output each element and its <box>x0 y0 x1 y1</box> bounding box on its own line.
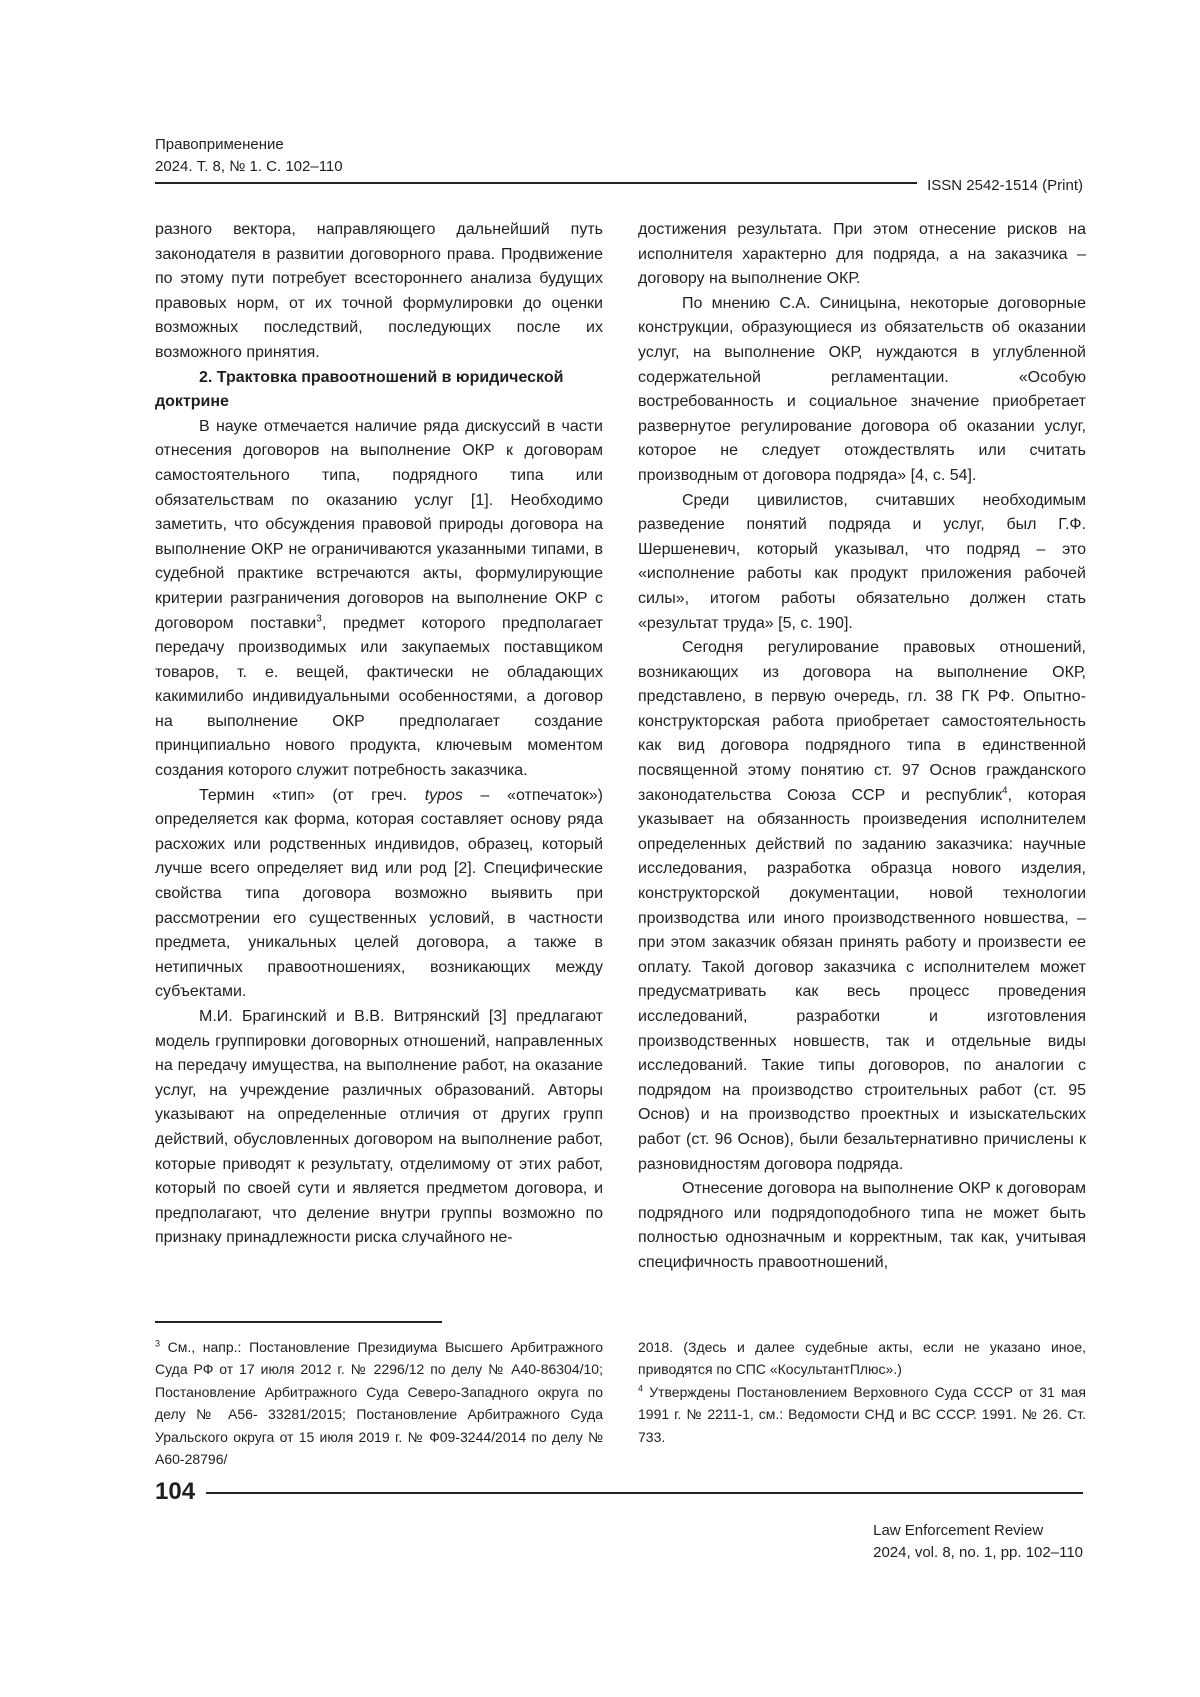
footnote-rule <box>155 1321 442 1323</box>
issue-info-en: 2024, vol. 8, no. 1, pp. 102–110 <box>873 1544 1083 1561</box>
footnote-3: $^3$ См., напр.: Постановление Президиума Высшего Арбитражного Суда РФ от 17 июля 2012 г. № 2296/12 по делу № А40-86304/10; Постановление Арбитражного Суда Северо-Западного округа по делу № А56- 33281/2015; Постановление Арбитражного Суда Уральского округа от 15 июля 2019 г. № Ф09-3244/2014 по делу № А60-28796/ <box>155 1338 603 1468</box>
left-column <box>155 218 603 1251</box>
journal-title: Правоприменение <box>155 136 284 153</box>
paragraph: Отнесение договора на выполнение ОКР к договорам подрядного или подрядоподобного типа не может быть полностью однозначным и корректным, так как, учитывая специфичность правоотношений, <box>638 1180 1086 1271</box>
footer-rule <box>206 1492 1083 1494</box>
page-number: 104 <box>155 1478 196 1505</box>
paragraph: В науке отмечается наличие ряда дискуссий в части отнесения договоров на выполнение ОКР к договорам самостоятельного типа, подрядного типа или обязательствам по оказанию услуг [1]. Необходимо заметить, что обсуждения правовой природы договора на выполнение ОКР не ограничиваются указанными типами, в судебной практике встречаются акты, формулирующие критерии разграничения договоров на выполнение ОКР с договором поставки$^3$, предмет которого предполагает передачу производимых или закупаемых поставщиком товаров, т. е. вещей, фактически не обладающих какимилибо индивидуальными особенностями, а договор на выполнение ОКР предполагает создание принципиально нового продукта, ключевым моментом создания которого служит потребность заказчика. <box>155 417 604 780</box>
section-heading: 2. Трактовка правоотношений в юридической доктрине <box>155 368 564 411</box>
issn: ISSN 2542-1514 (Print) <box>917 176 1083 196</box>
paragraph: Термин «тип» (от греч. typos – «отпечаток») определяется как форма, которая составляет основу ряда расхожих или родственных индивидов, образец, который лучше всего определяет вид или род [2]. Специфические свойства типа договора возможно выявить при рассмотрении его существенных условий, в частности предмета, уникальных целей договора, а также в нетипичных правоотношениях, возникающих между субъектами. <box>155 786 604 1001</box>
footnotes-right <box>638 1336 1086 1448</box>
paragraph: Среди цивилистов, считавших необходимым разведение понятий подряда и услуг, был Г.Ф. Шершеневич, который указывал, что подряд – это «исполнение работы как продукт приложения рабочей силы», итогом работы обязательно должен стать «результат труда» [5, с. 190]. <box>638 491 1086 632</box>
running-footer <box>873 1520 1083 1564</box>
footnote-3-continued: 2018. (Здесь и далее судебные акты, если не указано иное, приводятся по СПС «КосультантПлюс».) <box>638 1339 1086 1378</box>
right-column <box>638 218 1086 1276</box>
footnote-ref[interactable]: 4 <box>1002 785 1008 797</box>
issue-info: 2024. Т. 8, № 1. С. 102–110 <box>155 158 343 175</box>
footnote-4: $^4$ Утверждены Постановлением Верховного Суда СССР от 31 мая 1991 г. № 2211-1, см.: Ведомости СНД и ВС СССР. 1991. № 26. Ст. 733. <box>638 1383 1086 1445</box>
journal-title-en: Law Enforcement Review <box>873 1522 1044 1539</box>
footnote-ref[interactable]: 3 <box>316 613 322 625</box>
footnotes-left <box>155 1336 603 1470</box>
paragraph: разного вектора, направляющего дальнейший путь законодателя в развитии договорного права. Продвижение по этому пути потребует всестороннего анализа будущих правовых норм, от их точной формулировки до оценки возможных последствий, последующих после их возможного принятия. <box>155 221 603 361</box>
running-header <box>155 134 343 178</box>
paragraph: Сегодня регулирование правовых отношений, возникающих из договора на выполнение ОКР, представлено, в первую очередь, гл. 38 ГК РФ. Опытно-конструкторская работа приобретает самостоятельность как вид договора подрядного типа в единственной посвященной этому понятию ст. 97 Основ гражданского законодательства Союза ССР и республик$^4$, которая указывает на обязанность произведения исполнителем определенных действий по заданию заказчика: научные исследования, разработка образца нового изделия, конструкторской документации, новой технологии производства или иного производственного новшества, – при этом заказчик обязан принять работу и произвести ее оплату. Такой договор заказчика с исполнителем может предусматривать как весь процесс проведения исследований, разработки и изготовления производственных новшеств, так и отдельные виды исследований. Такие типы договоров, по аналогии с подрядом на производство строительных работ (ст. 95 Основ) и на производство проектных и изыскательских работ (ст. 96 Основ), были безальтернативно причислены к разновидностям договора подряда. <box>638 639 1087 1173</box>
paragraph: М.И. Брагинский и В.В. Витрянский [3] предлагают модель группировки договорных отношений, направленных на передачу имущества, на выполнение работ, на оказание услуг, на учреждение различных образований. Авторы указывают на определенные отличия от других групп действий, обусловленных договором на выполнение работ, которые приводят к результату, отделимому от этих работ, который по своей сути и является предметом договора, и предполагают, что деление внутри группы возможно по признаку принадлежности риска случайного не- <box>155 1008 603 1247</box>
paragraph: По мнению С.А. Синицына, некоторые договорные конструкции, образующиеся из обязательств об оказании услуг, на выполнение ОКР, нуждаются в углубленной содержательной регламентации. «Особую востребованность и социальное значение приобретает развернутое регулирование договора об оказании услуг, которое не следует отождествлять или считать производным от договора подряда» [4, с. 54]. <box>638 294 1086 484</box>
paragraph: достижения результата. При этом отнесение рисков на исполнителя характерно для подряда, а на заказчика – договору на выполнение ОКР. <box>638 221 1086 288</box>
